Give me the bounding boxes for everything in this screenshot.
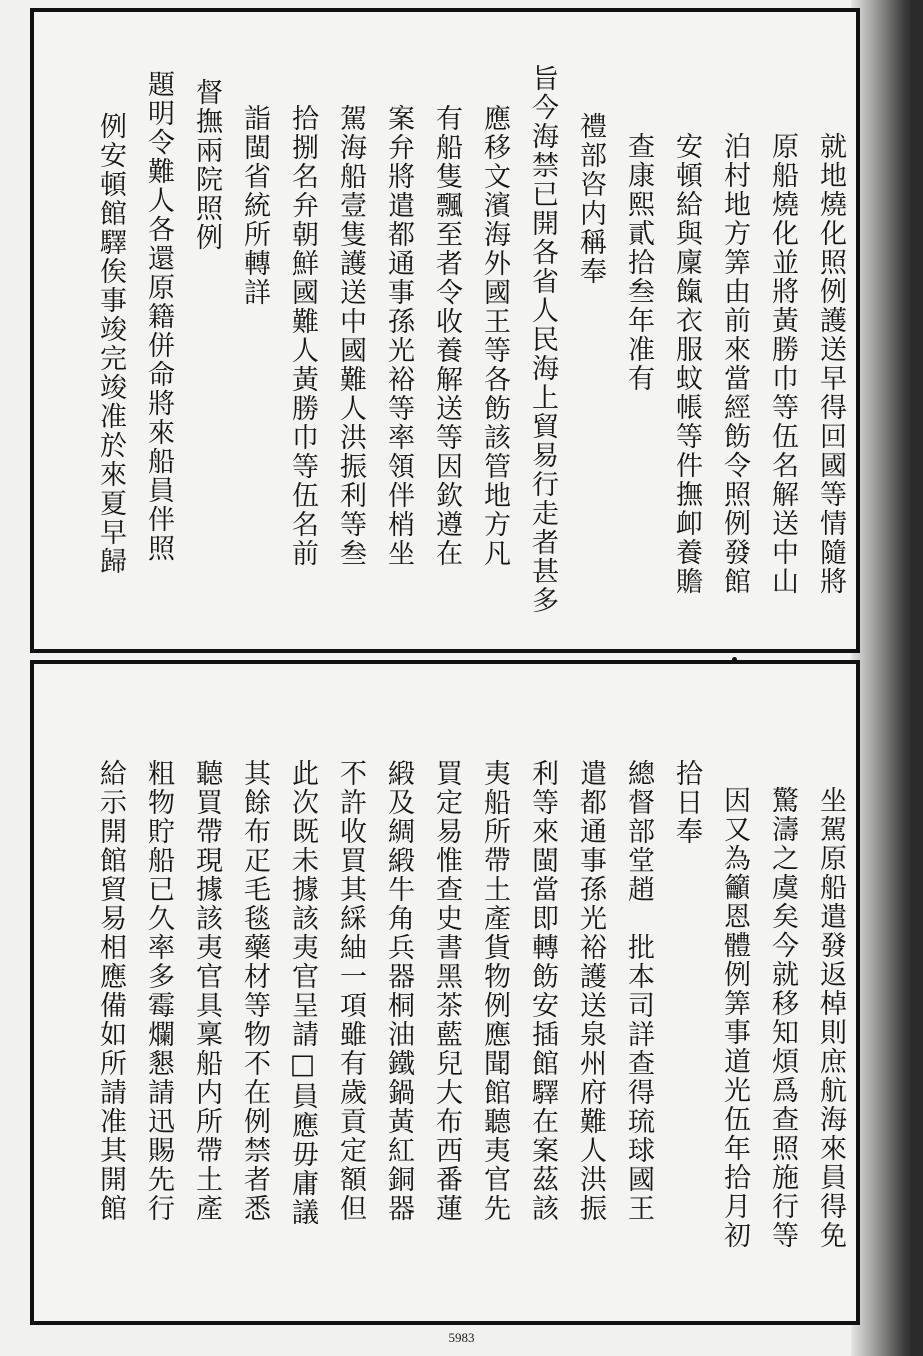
text-column: 旨今海禁已開各省人民海上貿易行走者甚多: [527, 64, 558, 615]
text-column: 泊村地方筭由前來當經飭令照例發館: [719, 132, 750, 596]
binding-edge: [911, 0, 923, 1356]
text-column: 案弁將遣都通事孫光裕等率領伴梢坐: [383, 104, 414, 568]
text-column: 聽買帶現據該夷官具稟船内所帶土產: [191, 759, 222, 1223]
text-column: 詣閩省統所轉詳: [239, 104, 270, 307]
text-column: 利等來閩當即轉飭安插館驛在案茲該: [527, 759, 558, 1223]
text-column: 其餘布疋毛毯藥材等物不在例禁者悉: [239, 759, 270, 1223]
text-column: 緞及綢緞牛角兵器桐油鐵鍋黃紅銅器: [383, 759, 414, 1223]
text-column: 有船隻飄至者令收養解送等因欽遵在: [431, 104, 462, 568]
text-column: 應移文濱海外國王等各飭該管地方凡: [479, 104, 510, 568]
text-column: 例安頓館驛俟事竣完竣准於來夏早歸: [95, 112, 126, 576]
text-column: 夷船所帶土產貨物例應聞館聽夷官先: [479, 759, 510, 1223]
text-column: 安頓給與廩餼衣服蚊帳等件撫卹養贍: [671, 132, 702, 596]
text-column: 禮部咨内稱奉: [575, 112, 606, 286]
text-column: 買定易惟查史書黑茶藍兒大布西番蓮: [431, 759, 462, 1223]
text-column: 就地燒化照例護送早得回國等情隨將: [815, 132, 846, 596]
text-column: 原船燒化並將黃勝巾等伍名解送中山: [767, 132, 798, 596]
text-column: 遣都通事孫光裕護送泉州府難人洪振: [575, 759, 606, 1223]
text-column: 粗物貯船已久率多霉爛懇請迅賜先行: [143, 759, 174, 1223]
text-column: 因又為籲恩體例筭事道光伍年拾月初: [719, 786, 750, 1250]
text-column: 題明令難人各還原籍併命將來船員伴照: [143, 70, 174, 563]
text-column: 督撫兩院照例: [191, 78, 222, 252]
text-column: 拾捌名弁朝鮮國難人黃勝巾等伍名前: [287, 104, 318, 568]
top-manuscript-panel: [30, 8, 860, 653]
text-column: 拾日奉: [671, 759, 702, 846]
bottom-manuscript-panel: [30, 660, 860, 1325]
page-number: 5983: [448, 1330, 475, 1345]
text-column: 坐駕原船遣發返棹則庶航海來員得免: [815, 786, 846, 1250]
text-column: 不許收買其綵紬一項雖有歲貢定額但: [335, 759, 366, 1223]
text-column: 駕海船壹隻護送中國難人洪振利等叁: [335, 104, 366, 568]
text-column: 總督部堂趙 批本司詳查得琉球國王: [623, 759, 654, 1223]
text-column: 此次既未據該夷官呈請□員應毋庸議: [287, 759, 318, 1227]
text-column: 驚濤之虞矣今就移知煩爲查照施行等: [767, 786, 798, 1250]
text-column: 查康熙貳拾叁年准有: [623, 132, 654, 393]
text-column: 給示開館貿易相應備如所請准其開館: [95, 759, 126, 1223]
